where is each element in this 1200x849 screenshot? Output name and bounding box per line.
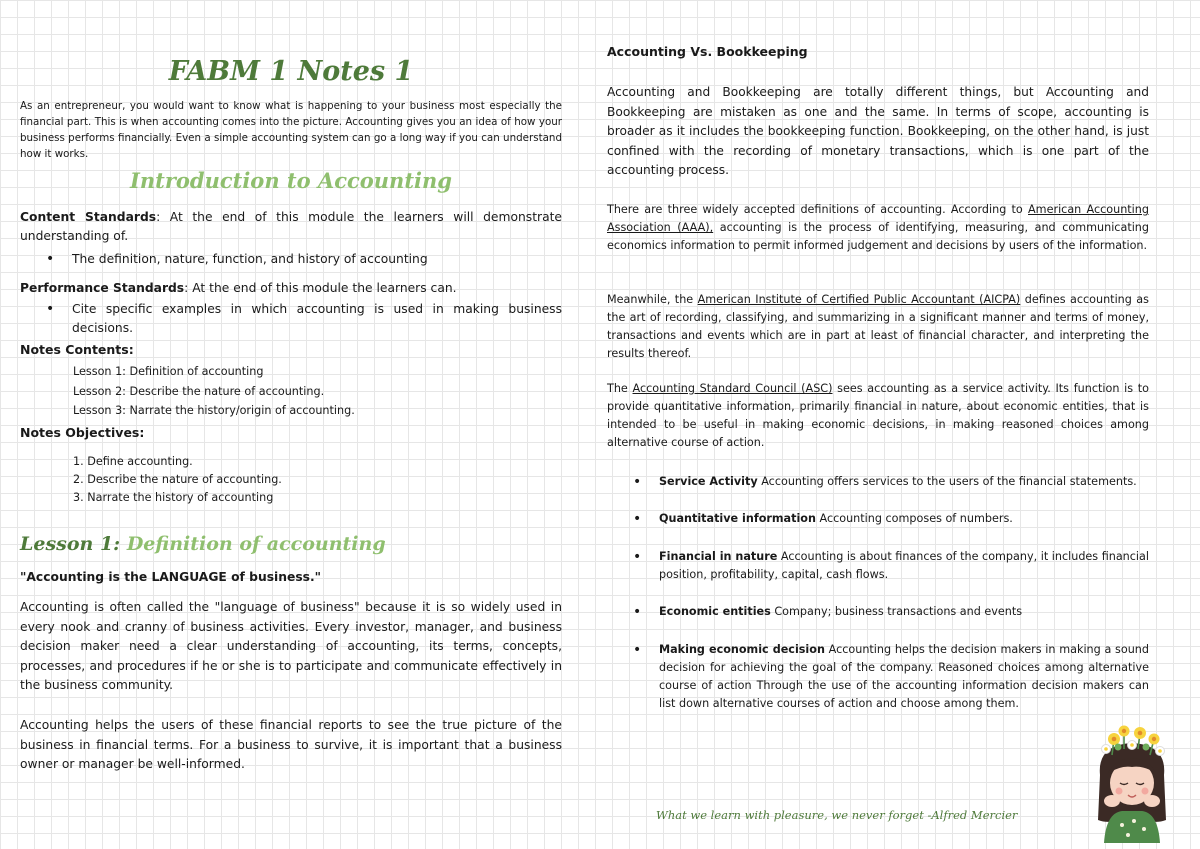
girl-with-flowers-illustration [1082, 725, 1182, 843]
notes-contents-list [73, 362, 355, 421]
performance-standards-label: Performance Standards [20, 281, 185, 295]
notes-objectives-item: 1. Define accounting. [73, 455, 193, 468]
content-standards-text: : At the end of this module the learners will demonstrate understanding of. [20, 210, 562, 243]
bullet-text: Accounting is about finances of the company, it includes financial position, profitability, capital, cash flows. [659, 550, 1150, 581]
page-title: FABM 1 Notes 1 [168, 56, 414, 87]
dress-dot [1132, 819, 1136, 823]
aicpa-definition-text: defines accounting as the art of recording, classifying, and summarizing in a significant manner and terms of money, transactions and events which are in part at least of financial character, and interpreting the results thereof. [607, 293, 1149, 360]
bullet-text: Company; business transactions and events [770, 605, 1023, 618]
notes-contents-item: Lesson 2: Describe the nature of accounting. [73, 384, 325, 398]
performance-standards [20, 279, 562, 298]
notes-objectives-list [73, 453, 282, 507]
aicpa-link[interactable]: American Institute of Certified Public Accountant (AICPA) [697, 293, 1021, 306]
lesson1-heading [20, 533, 386, 555]
list-item [659, 510, 1149, 528]
list-item [659, 548, 1149, 584]
left-cheek-shape [1116, 788, 1123, 795]
intro-paragraph: As an entrepreneur, you would want to know what is happening to your business most especially the financial part. This is when accounting comes into the picture. Accounting gives you an idea of how your business performs financially. Even a simple accounting system can go a long way if you can understand how it works. [20, 100, 562, 160]
asc-link[interactable]: Accounting Standard Council (ASC) [632, 382, 833, 395]
content-standards-bullet: • The definition, nature, function, and history of accounting [72, 250, 562, 269]
notes-objectives-item: 2. Describe the nature of accounting. [73, 473, 282, 486]
bullet-label: Making economic decision [659, 643, 825, 656]
bullet-label: Economic entities [659, 605, 771, 618]
notes-contents-label: Notes Contents: [20, 342, 134, 357]
asc-definition-text: sees accounting as a service activity. Its function is to provide quantitative information, primarily financial in nature, about economic entities, that is intended to be useful in making economic decisions, in making reasoned choices among alternative course of action. [607, 382, 1149, 449]
dress-dot [1126, 833, 1130, 837]
asc-definition-intro: The [607, 382, 633, 395]
lesson1-quote: "Accounting is the LANGUAGE of business." [20, 570, 322, 584]
lesson1-paragraph-2: Accounting helps the users of these financial reports to see the true picture of the business in financial terms. For a business to survive, it is important that a business owner or manager be well-informed. [20, 718, 562, 772]
bullet-label: Financial in nature [659, 550, 778, 563]
bullet-text: Accounting offers services to the users of the financial statements. [757, 475, 1137, 488]
content-standards [20, 208, 562, 246]
lesson1-title: Definition of accounting [126, 533, 386, 555]
dress-dot [1142, 827, 1146, 831]
aaa-definition-text: accounting is the process of identifying, measuring, and communicating economics information to permit informed judgement and decisions by users of the information. [607, 221, 1150, 252]
aicpa-definition [607, 291, 1149, 363]
bullet-label: Service Activity [659, 475, 758, 488]
bullet-text: Accounting helps the decision makers in making a sound decision for achieving the goal of the company. Reasoned choices among alternative course of action Through the use of the accounting information decision makers can list down alternative courses of action and choose among them. [659, 643, 1149, 710]
footer-quote: What we learn with pleasure, we never forget -Alfred Mercier [656, 808, 1018, 822]
right-heading: Accounting Vs. Bookkeeping [607, 44, 808, 59]
intro-heading: Introduction to Accounting [130, 168, 452, 193]
performance-standards-bullet: • Cite specific examples in which accounting is used in making business decisions. [72, 300, 562, 338]
bullet-text: Accounting composes of numbers. [815, 512, 1013, 525]
notes-contents-item: Lesson 1: Definition of accounting [73, 365, 264, 378]
lesson1-paragraph-1: Accounting is often called the "language of business" because it is so widely used in every nook and cranny of business activities. Every investor, manager, and business decision maker need a clear understanding of accounting, its terms, concepts, processes, and procedures if he or she is to participate and communicate effectively in the business community. [20, 600, 562, 693]
content-standards-label: Content Standards [20, 210, 157, 224]
notes-objectives-item: 3. Narrate the history of accounting [73, 491, 274, 504]
accounting-vs-bookkeeping-paragraph: Accounting and Bookkeeping are totally different things, but Accounting and Bookkeeping are mistaken as one and the same. In terms of scope, accounting is broader as it includes the bookkeeping function. Bookkeeping, on the other hand, is just confined with the recording of monetary transactions, which is one part of the accounting process. [607, 85, 1149, 177]
notes-objectives-label: Notes Objectives: [20, 425, 145, 440]
list-item [659, 641, 1149, 713]
aaa-definition-intro: There are three widely accepted definitions of accounting. According to [607, 203, 1029, 216]
performance-standards-text: : At the end of this module the learners can. [184, 281, 457, 295]
aaa-definition [607, 201, 1149, 255]
aicpa-definition-intro: Meanwhile, the [607, 293, 698, 306]
right-hand-shape [1144, 795, 1160, 807]
list-item [659, 603, 1149, 621]
asc-definition [607, 380, 1149, 452]
dress-dot [1120, 823, 1124, 827]
left-hand-shape [1104, 795, 1120, 807]
aaa-link[interactable]: American Accounting Association (AAA), [607, 203, 1149, 234]
lesson1-prefix: Lesson 1: [20, 533, 121, 555]
bullet-label: Quantitative information [659, 512, 816, 525]
list-item [659, 473, 1149, 491]
notes-contents-item: Lesson 3: Narrate the history/origin of accounting. [73, 404, 355, 417]
right-cheek-shape [1142, 788, 1149, 795]
